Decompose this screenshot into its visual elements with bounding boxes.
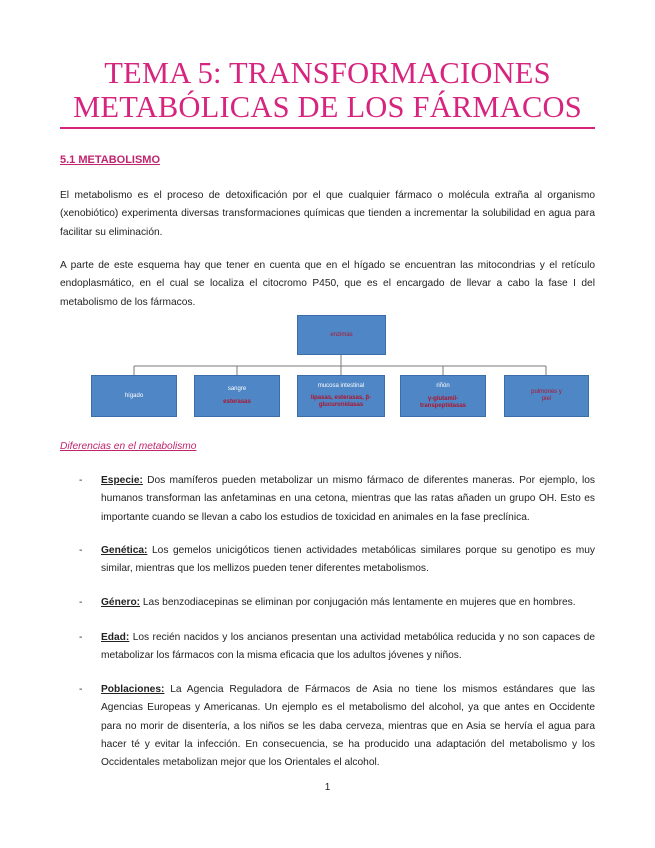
bullet-body: Los recién nacidos y los ancianos presentan una actividad metabólica reducida y no son capaces de metabolizar los fármacos con la misma eficacia que los adultos jóvenes y niños. [101, 632, 595, 662]
diagram-node-pulmones [504, 375, 589, 417]
differences-title: Diferencias en el metabolismo [60, 441, 197, 452]
page-number: 1 [324, 782, 331, 793]
bullet-body: Las benzodiacepinas se eliminan por conjugación más lentamente en mujeres que en hombres. [140, 597, 576, 608]
diagram-node-mucosa [297, 375, 385, 417]
bullet-term: Poblaciones: [101, 684, 165, 695]
node-label: mucosa intestinal [317, 383, 365, 389]
title-divider [60, 127, 595, 129]
bullet-dash: - [79, 597, 83, 608]
diagram-node-rinon [400, 375, 486, 417]
bullet-dash: - [79, 545, 83, 556]
bullet-dash: - [79, 684, 83, 695]
document-title [60, 56, 595, 124]
diagram-root-enzimas [297, 315, 386, 355]
title-line-2: METABÓLICAS DE LOS FÁRMACOS [73, 90, 582, 124]
bullet-term: Género: [101, 597, 141, 608]
bullet-text [101, 629, 595, 666]
node-sublabel: esterasas [223, 399, 251, 405]
section-heading: 5.1 METABOLISMO [60, 154, 161, 166]
bullet-dash: - [79, 475, 83, 486]
bullet-text [101, 472, 595, 527]
bullet-text [101, 594, 595, 612]
node-label: pulmones y piel [531, 389, 562, 402]
title-line-1: TEMA 5: TRANSFORMACIONES [104, 56, 551, 90]
node-label: hígado [124, 392, 144, 399]
bullet-term: Especie: [101, 475, 143, 486]
bullet-body: Los gemelos unicigóticos tienen actividades metabólicas similares porque su genotipo es muy similar, mientras que los mellizos pueden tener diferentes metabolismos. [101, 545, 595, 575]
bullet-body: Dos mamíferos pueden metabolizar un mismo fármaco de diferentes maneras. Por ejemplo, los humanos transforman las anfetaminas en una cetona, mientras que las ratas añaden un grupo OH. Esto es importante cuando se llevan a cabo los estudios de toxicidad en animales en la fase preclínica. [101, 475, 595, 523]
bullet-text [101, 681, 595, 772]
node-sublabel: γ-glutamil-transpeptidasas [419, 395, 467, 409]
bullet-text [101, 542, 595, 579]
diagram-node-higado [91, 375, 177, 417]
paragraph-liver: A parte de este esquema hay que tener en cuenta que en el hígado se encuentran las mitocondrias y el retículo endoplasmático, en el cual se localiza el citocromo P450, que es el encargado de llevar a cabo la fase I del metabolismo de los fármacos. [60, 260, 595, 308]
bullet-term: Genética: [101, 545, 148, 556]
node-label: sangre [227, 386, 247, 392]
node-label: enzimas [330, 331, 353, 338]
bullet-dash: - [79, 632, 83, 643]
paragraph-definition: El metabolismo es el proceso de detoxificación por el que cualquier fármaco o molécula extraña al organismo (xenobiótico) experimenta diversas transformaciones químicas que tienden a incrementar la solubilidad en agua para facilitar su eliminación. [60, 190, 595, 238]
node-sublabel: lipasas, esterasas, β-glucuronidasas [310, 395, 372, 408]
node-label: riñón [436, 382, 450, 389]
bullet-body: La Agencia Reguladora de Fármacos de Asia no tiene los mismos estándares que las Agencias Europeas y Americanas. Un ejemplo es el metabolismo del alcohol, ya que antes en Occidente para no morir de disentería, a los niños se les daba cerveza, mientras que en Asia se hervía el agua para hacer té y evitar la infección. En consecuencia, se ha producido una adaptación del metabolismo y los Occidentales metabolizan mejor que los Orientales el alcohol. [101, 684, 595, 769]
bullet-term: Edad: [101, 632, 130, 643]
diagram-node-sangre [194, 375, 280, 417]
